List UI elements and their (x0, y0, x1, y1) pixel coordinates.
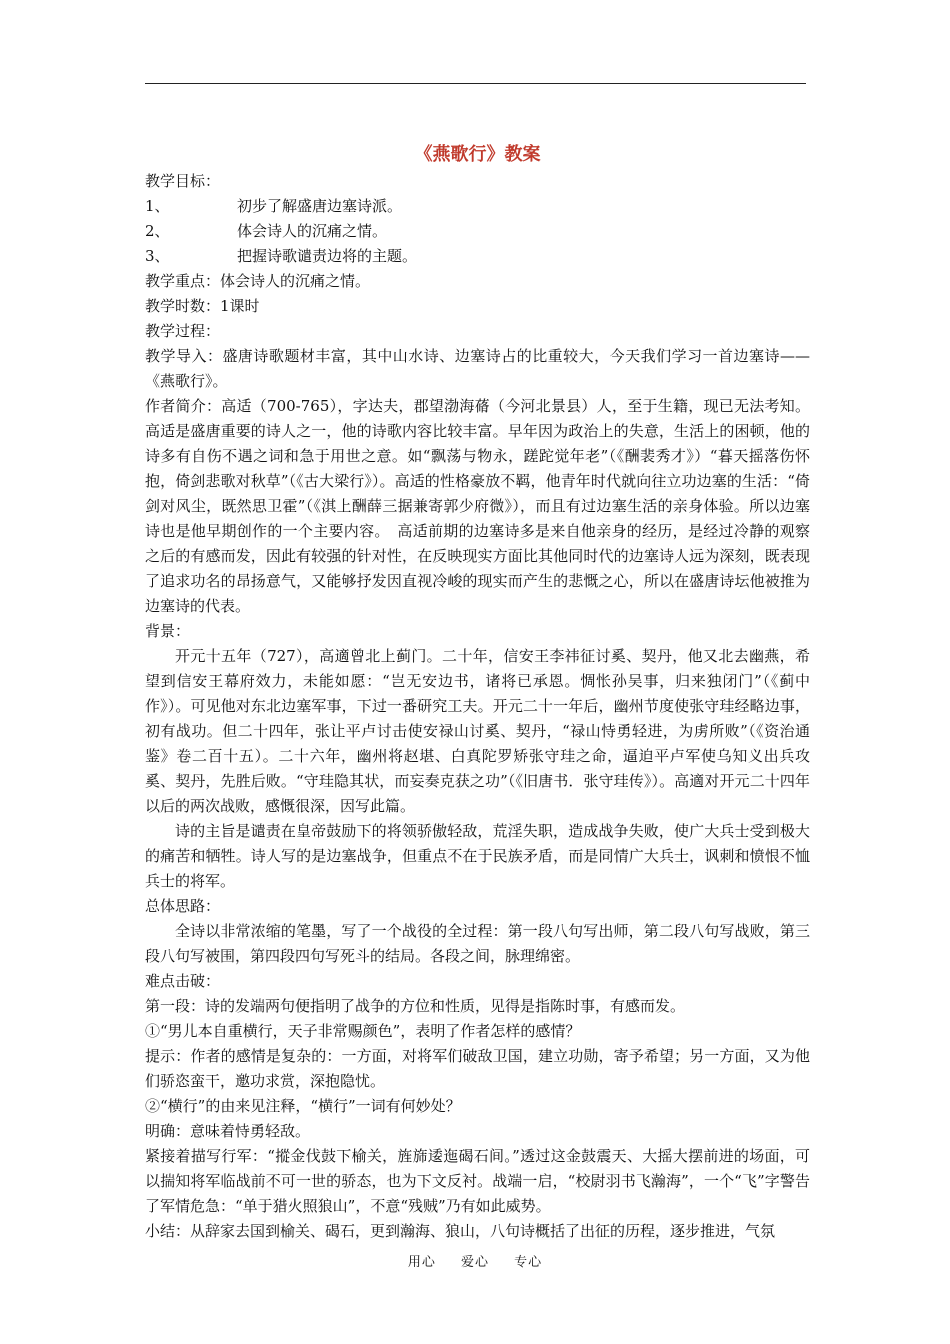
goals-heading: 教学目标： (145, 172, 221, 190)
approach-heading: 总体思路： (145, 897, 221, 915)
march-paragraph: 紧接着描写行军：“摐金伐鼓下榆关，旌旆逶迤碣石间。”透过这金鼓震天、大摇大摆前进的场面，可以揣知将军临战前不可一世的骄态，也为下文反衬。战端一启，“校尉羽书飞瀚海”，一个“飞”字警告了军情危急：“单于猎火照狼山”，不意“残贼”乃有如此威势。 (145, 1147, 810, 1215)
goal-number: 1、 (145, 197, 170, 215)
difficulty-heading: 难点击破： (145, 972, 221, 990)
header-rule (145, 83, 806, 84)
key-point: 教学重点：体会诗人的沉痛之情。 (145, 272, 371, 290)
summary-paragraph: 小结：从辞家去国到榆关、碣石，更到瀚海、狼山，八句诗概括了出征的历程，逐步推进，气氛 (145, 1222, 776, 1240)
approach-paragraph: 全诗以非常浓缩的笔墨，写了一个战役的全过程：第一段八句写出师，第二段八句写战败，第三段八句写被围，第四段四句写死斗的结局。各段之间，脉理绵密。 (145, 922, 810, 965)
question-1: ①“男儿本自重横行，天子非常赐颜色”，表明了作者怎样的感情？ (145, 1022, 581, 1040)
process-heading: 教学过程： (145, 322, 221, 340)
goal-item (145, 244, 810, 269)
teaching-hours: 教学时数：1课时 (145, 297, 260, 315)
page-footer (0, 1251, 950, 1270)
footer-word: 爱心 (460, 1255, 489, 1270)
goal-text: 初步了解盛唐边塞诗派。 (237, 197, 403, 215)
footer-word: 专心 (514, 1255, 543, 1270)
goal-number: 3、 (145, 247, 170, 265)
goal-text: 把握诗歌谴责边将的主题。 (237, 247, 418, 265)
background-heading: 背景： (145, 622, 191, 640)
document-title: 《燕歌行》教案 (414, 144, 541, 165)
goal-number: 2、 (145, 222, 170, 240)
background-paragraph: 开元十五年（727），高適曾北上蓟门。二十年，信安王李祎征讨奚、契丹，他又北去幽燕，希望到信安王幕府效力，未能如愿：“岂无安边书，诸将已承恩。惆怅孙吴事，归来独闭门”（《蓟中作》）。可见他对东北边塞军事，下过一番研究工夫。开元二十一年后，幽州节度使张守珪经略边事，初有战功。但二十四年，张让平卢讨击使安禄山讨奚、契丹，“禄山恃勇轻进，为虏所败”（《资治通鉴》卷二百十五）。二十六年，幽州将赵堪、白真陀罗矫张守珪之命，逼迫平卢军使乌知义出兵攻奚、契丹，先胜后败。“守珪隐其状，而妄奏克获之功”（《旧唐书．张守珪传》）。高適对开元二十四年以后的两次战败，感慨很深，因写此篇。 (145, 647, 810, 815)
intro-paragraph: 教学导入：盛唐诗歌题材丰富，其中山水诗、边塞诗占的比重较大，今天我们学习一首边塞诗——《燕歌行》。 (145, 347, 810, 390)
theme-paragraph: 诗的主旨是谴责在皇帝鼓励下的将领骄傲轻敌，荒淫失职，造成战争失败，使广大兵士受到极大的痛苦和牺牲。诗人写的是边塞战争，但重点不在于民族矛盾，而是同情广大兵士，讽刺和愤恨不恤兵士的将军。 (145, 822, 810, 890)
author-paragraph: 作者简介：高适（700-765），字达夫，郡望渤海蓨（今河北景县）人，至于生籍，现已无法考知。高适是盛唐重要的诗人之一，他的诗歌内容比较丰富。早年因为政治上的失意，生活上的困顿，他的诗多有自伤不遇之词和急于用世之意。如“飘荡与物永，蹉跎觉年老”（《酬裴秀才》）“暮天摇落伤怀抱，倚剑悲歌对秋草”（《古大梁行》）。高适的性格豪放不羁，他青年时代就向往立功边塞的生活：“倚剑对风尘，既然思卫霍”（《淇上酬薛三据兼寄郭少府微》），而且有过边塞生活的亲身体验。所以边塞诗也是他早期创作的一个主要内容。 高适前期的边塞诗多是来自他亲身的经历，是经过冷静的观察之后的有感而发，因此有较强的针对性，在反映现实方面比其他同时代的边塞诗人远为深刻，既表现了追求功名的昂扬意气，又能够抒发因直视冷峻的现实而产生的悲慨之心，所以在盛唐诗坛他被推为边塞诗的代表。 (145, 397, 810, 615)
goal-text: 体会诗人的沉痛之情。 (237, 222, 388, 240)
footer-word: 用心 (407, 1255, 436, 1270)
answer-2: 明确：意味着恃勇轻敌。 (145, 1122, 311, 1140)
goal-item (145, 194, 810, 219)
document-body (145, 123, 810, 1244)
question-2: ②“横行”的由来见注释，“横行”一词有何妙处？ (145, 1097, 461, 1115)
section1-paragraph: 第一段：诗的发端两句便指明了战争的方位和性质，见得是指陈时事，有感而发。 (145, 997, 686, 1015)
hint-1: 提示：作者的感情是复杂的：一方面，对将军们破敌卫国，建立功勋，寄予希望；另一方面，又为他们骄恣蛮干，邀功求赏，深抱隐忧。 (145, 1047, 810, 1090)
goal-item (145, 219, 810, 244)
